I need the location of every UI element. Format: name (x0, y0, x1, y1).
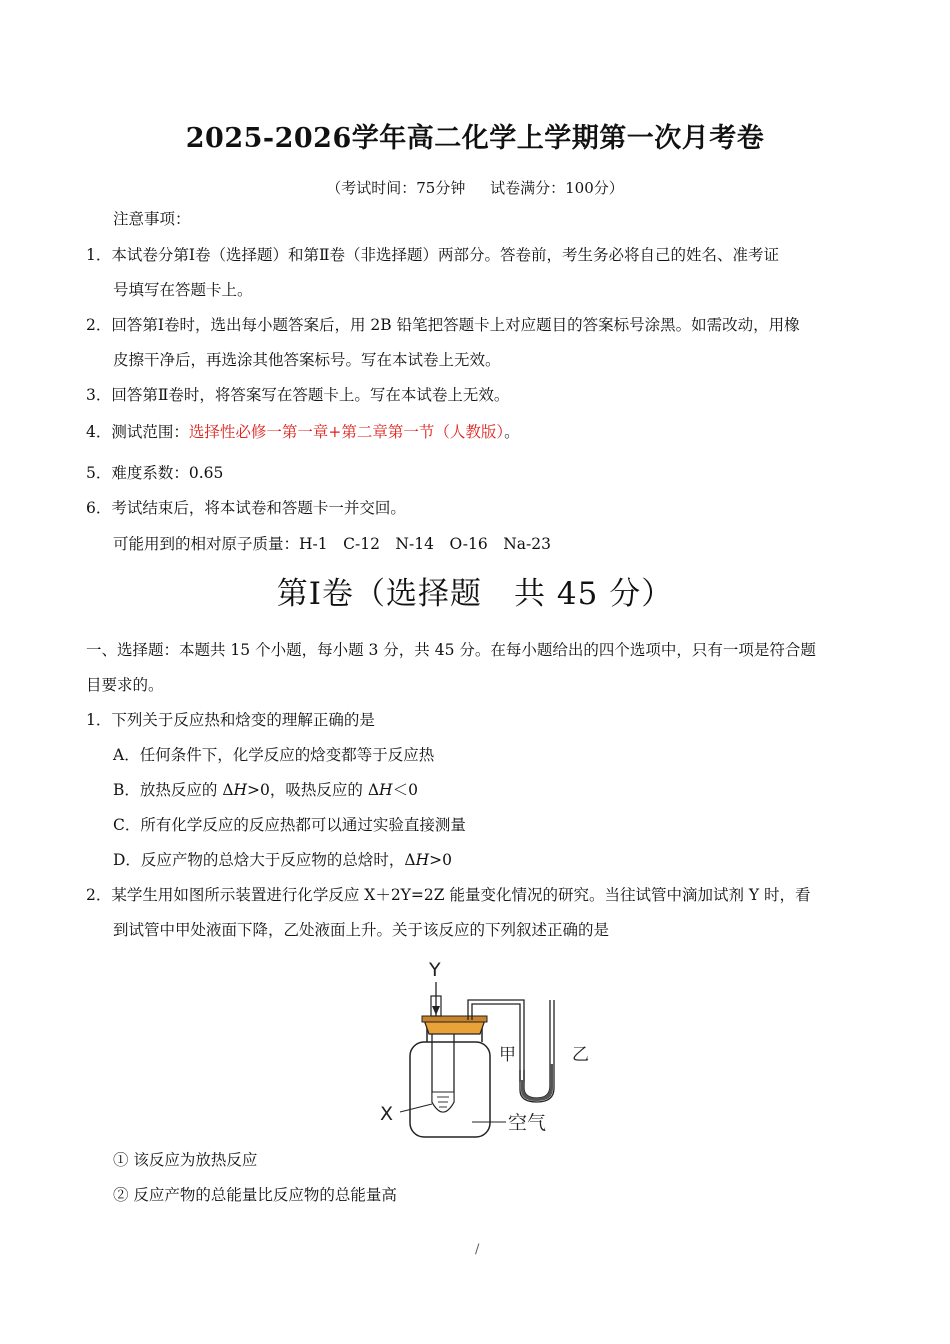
note-number: 6． (86, 499, 112, 517)
option-text: >0，吸热反应的 Δ (247, 781, 380, 799)
question-2-statement-1: ① 该反应为放热反应 (113, 1151, 258, 1169)
question-2-stem-cont: 到试管中甲处液面下降，乙处液面上升。关于该反应的下列叙述正确的是 (113, 921, 610, 939)
note-text: 难度系数：0.65 (111, 464, 224, 482)
note-text: 本试卷分第Ⅰ卷（选择题）和第Ⅱ卷（非选择题）两部分。答卷前，考生务必将自己的姓名、准考证 (111, 246, 780, 264)
note-text: 。 (504, 423, 520, 441)
question-1-option-d (113, 849, 452, 871)
apparatus-diagram (372, 952, 602, 1142)
exam-time: （考试时间：75分钟 (326, 179, 466, 197)
note-5 (86, 462, 223, 484)
question-2-statement-2: ② 反应产物的总能量比反应物的总能量高 (113, 1186, 397, 1204)
note-4 (86, 421, 520, 443)
pointer-x (400, 1104, 432, 1112)
option-text: D．反应产物的总焓大于反应物的总焓时，Δ (113, 851, 416, 869)
note-2-cont: 皮擦干净后，再选涂其他答案标号。写在本试卷上无效。 (113, 351, 501, 369)
stopper-top (422, 1016, 487, 1022)
section-title: 第Ⅰ卷（选择题 共 45 分） (276, 576, 674, 612)
u-tube-liquid (521, 1064, 553, 1101)
note-number: 5． (86, 464, 112, 482)
option-text: >0 (429, 851, 453, 869)
exam-score: 试卷满分：100分） (490, 179, 624, 197)
test-scope: 选择性必修一第一章+第二章第一节（人教版） (188, 423, 505, 441)
question-2-stem: 2．某学生用如图所示装置进行化学反应 X＋2Y=2Z 能量变化情况的研究。当往试管中滴加试剂 Y 时，看 (86, 886, 811, 904)
note-number: 2． (86, 316, 112, 334)
atomic-mass: 可能用到的相对原子质量：H-1 C-12 N-14 O-16 Na-23 (113, 535, 551, 553)
part-one-intro: 一、选择题：本题共 15 个小题，每小题 3 分，共 45 分。在每小题给出的四个选项中，只有一项是符合题 (86, 641, 816, 659)
note-3 (86, 384, 509, 406)
note-2 (86, 314, 800, 336)
question-1-option-a: A．任何条件下，化学反应的焓变都等于反应热 (113, 746, 435, 764)
label-x: X (380, 1103, 394, 1125)
option-text: B．放热反应的 Δ (113, 781, 234, 799)
question-1-option-c: C．所有化学反应的反应热都可以通过实验直接测量 (113, 816, 466, 834)
question-1-stem: 1．下列关于反应热和焓变的理解正确的是 (86, 711, 375, 729)
page-footer-mark: / (475, 1242, 480, 1257)
arrow-head (432, 1006, 440, 1015)
note-number: 3． (86, 386, 112, 404)
page-title: 2025-2026学年高二化学上学期第一次月考卷 (185, 123, 765, 154)
question-1-option-b (113, 779, 418, 801)
note-text: 考试结束后，将本试卷和答题卡一并交回。 (111, 499, 406, 517)
label-jia: 甲 (499, 1045, 516, 1065)
note-1-cont: 号填写在答题卡上。 (113, 281, 253, 299)
note-number: 1． (86, 246, 112, 264)
note-text: 回答第Ⅱ卷时，将答案写在答题卡上。写在本试卷上无效。 (111, 386, 510, 404)
notes-heading: 注意事项： (113, 210, 191, 228)
jar-body (410, 1042, 490, 1137)
enthalpy-symbol: H (233, 781, 248, 799)
u-tube (520, 1000, 554, 1102)
label-air: 空气 (508, 1112, 547, 1134)
note-number: 4． (86, 423, 112, 441)
part-one-intro-cont: 目要求的。 (86, 676, 164, 694)
label-y: Y (429, 959, 441, 981)
exam-info (0, 177, 950, 198)
connecting-tube (468, 1000, 524, 1082)
option-text: ＜0 (392, 781, 418, 799)
note-6 (86, 497, 406, 519)
note-text: 回答第Ⅰ卷时，选出每小题答案后，用 2B 铅笔把答题卡上对应题目的答案标号涂黑。如需改动，用橡 (111, 316, 800, 334)
enthalpy-symbol: H (379, 781, 393, 799)
label-yi: 乙 (572, 1045, 589, 1065)
enthalpy-symbol: H (415, 851, 430, 869)
note-text: 测试范围： (111, 423, 189, 441)
note-1 (86, 244, 779, 266)
